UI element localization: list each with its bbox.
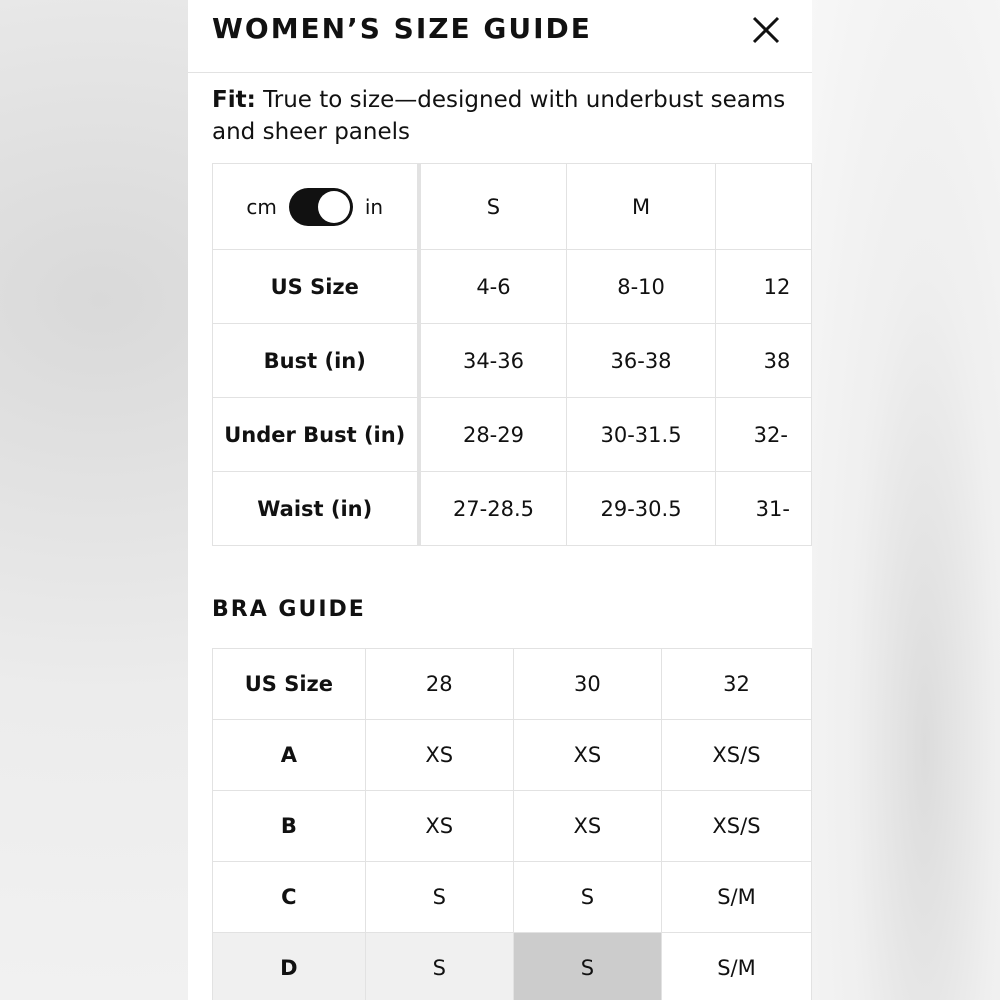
- table-cell: 30-31.5: [567, 398, 715, 472]
- table-cell-selected[interactable]: S: [513, 933, 661, 1000]
- size-table: [212, 163, 812, 546]
- band-size-header: 30: [513, 649, 661, 720]
- table-cell: 29-30.5: [567, 472, 715, 546]
- row-label: Waist (in): [213, 472, 419, 546]
- cup-label: C: [213, 862, 366, 933]
- close-icon: [748, 12, 784, 48]
- table-row: [213, 250, 812, 324]
- table-cell: 36-38: [567, 324, 715, 398]
- backdrop: [812, 0, 1000, 1000]
- table-cell: 12: [715, 250, 811, 324]
- row-label: US Size: [213, 649, 366, 720]
- table-cell[interactable]: S/M: [661, 933, 811, 1000]
- row-label: US Size: [213, 250, 419, 324]
- table-row: [213, 324, 812, 398]
- table-cell[interactable]: S: [365, 933, 513, 1000]
- table-header-row: [213, 649, 812, 720]
- table-cell[interactable]: XS/S: [661, 791, 811, 862]
- table-cell: 8-10: [567, 250, 715, 324]
- modal-title: WOMEN’S SIZE GUIDE: [212, 12, 592, 45]
- unit-toggle-switch[interactable]: [289, 188, 353, 226]
- cup-label: D: [213, 933, 366, 1000]
- band-size-header: 32: [661, 649, 811, 720]
- cup-label: B: [213, 791, 366, 862]
- table-cell[interactable]: XS: [365, 791, 513, 862]
- band-size-header: 28: [365, 649, 513, 720]
- size-column-header: M: [567, 164, 715, 250]
- fit-description: [212, 84, 792, 148]
- table-header-row: [213, 164, 812, 250]
- table-cell[interactable]: S: [365, 862, 513, 933]
- toggle-knob: [318, 191, 350, 223]
- table-cell[interactable]: S: [513, 862, 661, 933]
- table-row-highlighted: [213, 933, 812, 1000]
- bra-guide-table: [212, 648, 812, 1000]
- table-cell[interactable]: S/M: [661, 862, 811, 933]
- table-cell[interactable]: XS: [513, 791, 661, 862]
- table-row: [213, 720, 812, 791]
- table-cell: 31-: [715, 472, 811, 546]
- cup-label: A: [213, 720, 366, 791]
- modal-header: [188, 0, 812, 73]
- size-column-header: S: [419, 164, 567, 250]
- table-cell[interactable]: XS: [365, 720, 513, 791]
- row-label: Bust (in): [213, 324, 419, 398]
- table-cell: 32-: [715, 398, 811, 472]
- table-cell: 38: [715, 324, 811, 398]
- row-label: Under Bust (in): [213, 398, 419, 472]
- table-cell: 27-28.5: [419, 472, 567, 546]
- table-row: [213, 791, 812, 862]
- table-cell: 34-36: [419, 324, 567, 398]
- bra-guide-title: BRA GUIDE: [212, 597, 366, 622]
- unit-toggle: [213, 188, 417, 226]
- fit-text: True to size—designed with underbust seams and sheer panels: [212, 87, 786, 145]
- size-column-header: [715, 164, 811, 250]
- table-cell: 28-29: [419, 398, 567, 472]
- unit-cm-label[interactable]: cm: [246, 194, 277, 219]
- table-cell[interactable]: XS/S: [661, 720, 811, 791]
- table-cell: 4-6: [419, 250, 567, 324]
- table-cell[interactable]: XS: [513, 720, 661, 791]
- table-row: [213, 862, 812, 933]
- fit-label: Fit:: [212, 87, 256, 113]
- size-guide-modal: [188, 0, 812, 1000]
- unit-in-label[interactable]: in: [364, 194, 384, 219]
- unit-toggle-cell: [213, 164, 419, 250]
- close-button[interactable]: [748, 12, 784, 48]
- table-row: [213, 398, 812, 472]
- table-row: [213, 472, 812, 546]
